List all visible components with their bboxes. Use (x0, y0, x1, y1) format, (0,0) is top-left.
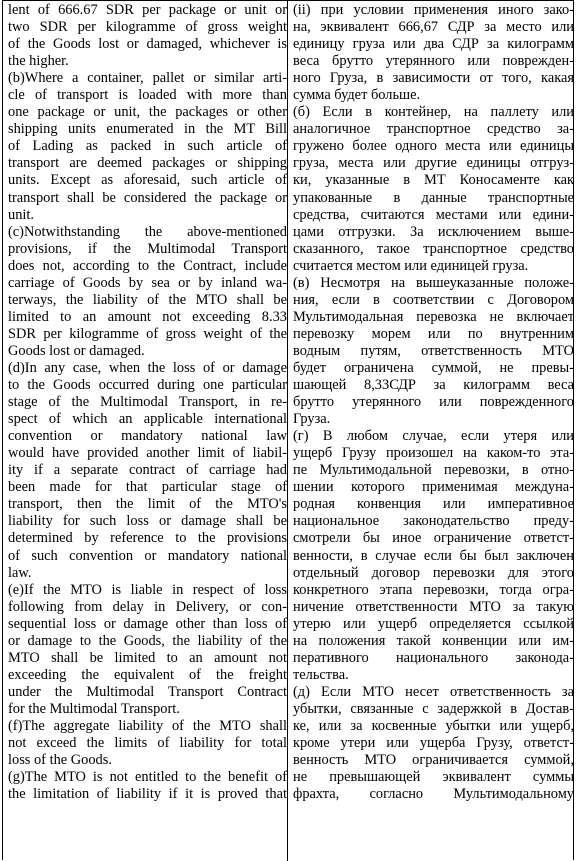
russian-text-line: (г) В любом случае, если утеря или (293, 428, 574, 445)
english-text-line: limited to an amount not exceeding 8.33 (8, 308, 287, 325)
english-text-line: or damage to the Goods, the liability of the (8, 632, 287, 649)
russian-text-line: перативного национального законода- (293, 649, 574, 666)
english-text-line: (c)Notwithstanding the above-mentioned (8, 223, 287, 240)
english-text-line: determined by reference to the provisions (8, 530, 287, 547)
russian-text-line: сказанного, такое транспортное средство (293, 240, 574, 257)
english-text-line: would have provided another limit of liabil- (8, 445, 287, 462)
russian-text-line: (д) Если МТО несет ответственность за (293, 683, 574, 700)
english-text-line: (g)The MTO is not entitled to the benefit of (8, 769, 287, 786)
russian-text-line: на, эквивалент 666,67 СДР за место или (293, 19, 574, 36)
english-text-line: convention or mandatory national law (8, 428, 287, 445)
russian-text-line: шении которого применимая междуна- (293, 479, 574, 496)
english-text-line: law. (8, 564, 32, 581)
russian-text-line: Груза. (293, 411, 331, 428)
russian-text-line: будет ограничена суммой, не превы- (293, 359, 574, 376)
russian-text-line: гружено более одного места или единицы (293, 138, 574, 155)
russian-text-line: (б) Если в контейнер, на паллету или (293, 104, 574, 121)
column-divider (287, 1, 288, 861)
english-text-line: exceeding the equivalent of the freight (8, 666, 287, 683)
russian-text-line: национальное законодательство преду- (293, 513, 574, 530)
russian-text-line: ния, если в соответствии с Договором (293, 291, 574, 308)
english-text-line: (f)The aggregate liability of the MTO shall (8, 717, 287, 734)
russian-text-line: водным путям, ответственность МТО (293, 342, 574, 359)
english-text-line: under the Multimodal Transport Contract (8, 683, 287, 700)
russian-text-line: шающей 8,33СДР за килограмм веса (293, 377, 574, 394)
english-column (8, 2, 287, 803)
english-text-line: the limitation of liability if it is proved that (8, 786, 287, 803)
russian-text-line: единицу груза или два СДР за килограмм (293, 36, 574, 53)
russian-text-line: венность МТО ограничивается суммой, (293, 752, 574, 769)
russian-text-line: отдельный договор перевозки для этого (293, 564, 574, 581)
english-text-line: terways, the liability of the MTO shall be (8, 291, 287, 308)
english-text-line: Goods lost or damaged. (8, 342, 145, 359)
russian-text-line: конкретного этапа перевозки, тогда огра- (293, 581, 574, 598)
russian-text-line: фрахта, согласно Мультимодальному (293, 786, 574, 803)
english-text-line: of such convention or mandatory national (8, 547, 287, 564)
english-text-line: SDR per kilogramme of gross weight of the (8, 325, 287, 342)
english-text-line: carriage of Goods by sea or by inland wa- (8, 274, 287, 291)
russian-text-line: веса брутто утерянного или поврежден- (293, 53, 574, 70)
russian-text-line: ке, или за косвенные убытки или ущерб, (293, 717, 574, 734)
bilingual-table (2, 0, 574, 860)
english-text-line: unit. (8, 206, 34, 223)
english-text-line: stage of the Multimodal Transport, in re- (8, 394, 287, 411)
english-text-line: shipping units enumerated in the MT Bill (8, 121, 287, 138)
russian-text-line: упакованные в данные транспортные (293, 189, 574, 206)
english-text-line: (d)In any case, when the loss of or damage (8, 359, 287, 376)
english-text-line: one package or unit, the packages or other (8, 104, 287, 121)
english-text-line: of the Goods lost or damaged, whichever is (8, 36, 287, 53)
russian-text-line: смотрели бы иное ограничение ответст- (293, 530, 574, 547)
russian-text-line: сумма будет больше. (293, 87, 421, 104)
english-text-line: been made for that particular stage of (8, 479, 287, 496)
russian-text-line: тельства. (293, 666, 349, 683)
english-text-line: (b)Where a container, pallet or similar arti- (8, 70, 287, 87)
russian-text-line: ки, указанные в МТ Коносаменте как (293, 172, 574, 189)
russian-text-line: груза, места или другие единицы отгруз- (293, 155, 574, 172)
russian-text-line: родная конвенция или императивное (293, 496, 574, 513)
russian-text-line: на положения такой конвенции или им- (293, 632, 574, 649)
russian-text-line: аналогичное транспортное средство за- (293, 121, 574, 138)
russian-text-line: (ii) при условии применения иного зако- (293, 2, 574, 18)
english-text-line: the higher. (8, 53, 69, 70)
russian-text-line: Мультимодальная перевозка не включает (293, 308, 574, 325)
english-text-line: of Lading as packed in such article of (8, 138, 287, 155)
russian-text-line: убытки, связанные с задержкой в Достав- (293, 700, 574, 717)
english-text-line: ity if a separate contract of carriage had (8, 462, 287, 479)
english-text-line: transport, then the limit of the MTO's (8, 496, 287, 513)
russian-text-line: средства, считаются местами или едини- (293, 206, 574, 223)
english-text-line: for the Multimodal Transport. (8, 700, 180, 717)
russian-text-line: кроме утери или ущерба Грузу, ответст- (293, 735, 574, 752)
russian-text-line: перевозку морем или по внутренним (293, 325, 574, 342)
english-text-line: spect of which an applicable international (8, 411, 287, 428)
english-text-line: to the Goods occurred during one particular (8, 377, 287, 394)
russian-text-line: не превышающей эквивалент суммы (293, 769, 574, 786)
russian-text-line: ущерб Грузу произошел на каком-то эта- (293, 445, 574, 462)
russian-text-line: ничение ответственности МТО за такую (293, 598, 574, 615)
english-text-line: units. Except as aforesaid, such article of (8, 172, 287, 189)
english-text-line: provisions, if the Multimodal Transport (8, 240, 287, 257)
english-text-line: following from delay in Delivery, or con- (8, 598, 287, 615)
english-text-line: loss of the Goods. (8, 752, 112, 769)
english-text-line: transport shall be considered the package or (8, 189, 287, 206)
english-text-line: MTO shall be limited to an amount not (8, 649, 287, 666)
english-text-line: (e)If the MTO is liable in respect of loss (8, 581, 287, 598)
russian-text-line: венности, в случае если бы был заключен (293, 547, 574, 564)
english-text-line: cle of transport is loaded with more than (8, 87, 287, 104)
russian-text-line: брутто утерянного или поврежденного (293, 394, 574, 411)
russian-text-line: (в) Несмотря на вышеуказанные положе- (293, 274, 574, 291)
russian-text-line: считается местом или единицей груза. (293, 257, 529, 274)
russian-column (293, 2, 574, 803)
english-text-line: sequential loss or damage other than loss of (8, 615, 287, 632)
english-text-line: transport are deemed packages or shipping (8, 155, 287, 172)
english-text-line: not exceed the limits of liability for total (8, 735, 287, 752)
english-text-line: lent of 666.67 SDR per package or unit or (8, 2, 287, 18)
russian-text-line: ного Груза, в зависимости от того, какая (293, 70, 574, 87)
russian-text-line: цами отгрузки. За исключением выше- (293, 223, 574, 240)
russian-text-line: утерю или ущерб определяется ссылкой (293, 615, 574, 632)
english-text-line: two SDR per kilogramme of gross weight (8, 19, 287, 36)
english-text-line: liability for such loss or damage shall be (8, 513, 287, 530)
english-text-line: does not, according to the Contract, include (8, 257, 287, 274)
russian-text-line: пе Мультимодальной перевозки, в отно- (293, 462, 574, 479)
